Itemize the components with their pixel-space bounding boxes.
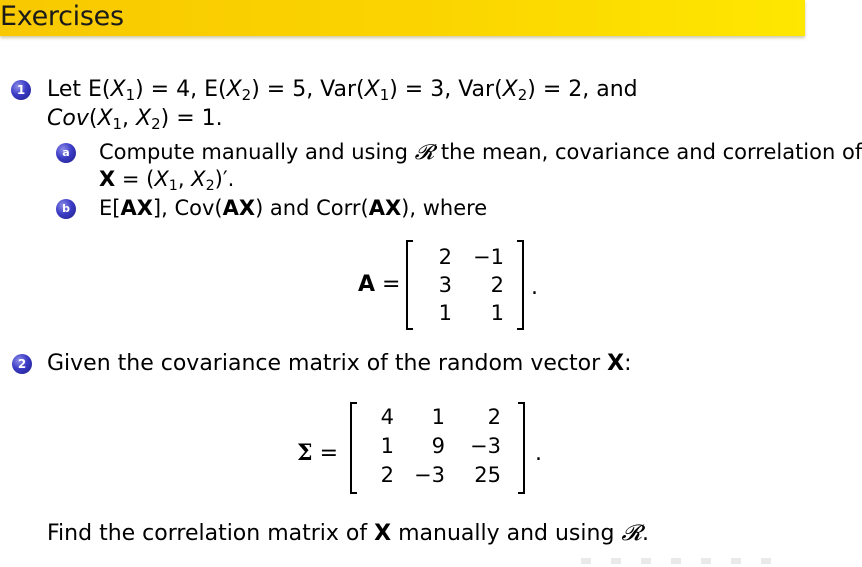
matrix-a-label: A =: [358, 272, 401, 297]
item-1a-line-2: $X = (X_1$, $X_2)'$.: [99, 167, 235, 194]
matrix-sigma-period: .: [535, 441, 542, 466]
item-1-line-1: Let $E(X_1) = 4$, $E(X_2) = 5$, $Var(X_1) = 3$, $Var(X_2) = 2$, and: [47, 77, 638, 105]
matrix-sigma-cell: 1: [431, 405, 445, 429]
matrix-sigma-cell: 4: [380, 405, 394, 429]
item-2-line: Given the covariance matrix of the random vector X:: [47, 351, 632, 376]
matrix-a-right-bracket: [517, 240, 524, 330]
bullet-1a: a: [56, 143, 76, 163]
item-1a-line-1: Compute manually and using 𝓡 the mean, covariance and correlation of: [99, 140, 862, 164]
matrix-sigma: [350, 402, 525, 494]
matrix-a-cell: 2: [490, 273, 504, 297]
matrix-a: [406, 240, 524, 330]
matrix-sigma-cell: −3: [414, 463, 445, 487]
matrix-sigma-cell: 1: [380, 434, 394, 458]
matrix-a-cell: 2: [438, 245, 452, 269]
matrix-sigma-right-bracket: [518, 402, 525, 494]
item-1-line-2: $Cov(X_1$, $X_2) = 1$.: [47, 106, 223, 134]
item-1b-line: E[AX], Cov(AX) and Corr(AX), where: [99, 196, 488, 220]
title-bar: [0, 0, 805, 36]
matrix-a-cell: −1: [473, 245, 504, 269]
matrix-sigma-label: Σ =: [297, 440, 338, 466]
page-title: Exercises: [0, 1, 124, 32]
matrix-a-cell: 1: [438, 301, 452, 325]
matrix-a-cell: 3: [438, 273, 452, 297]
matrix-a-period: .: [531, 275, 538, 300]
navigation-symbols[interactable]: [581, 558, 791, 564]
final-line: Find the correlation matrix of X manually and using 𝓡.: [47, 521, 649, 546]
matrix-sigma-cell: 9: [431, 434, 445, 458]
bullet-1b: b: [56, 199, 76, 219]
matrix-sigma-cell: −3: [470, 434, 501, 458]
bullet-1: 1: [11, 80, 31, 100]
bullet-2: 2: [12, 354, 32, 374]
matrix-sigma-cell: 2: [487, 405, 501, 429]
matrix-sigma-cell: 25: [474, 463, 501, 487]
matrix-a-cell: 1: [490, 301, 504, 325]
matrix-sigma-cell: 2: [380, 463, 394, 487]
